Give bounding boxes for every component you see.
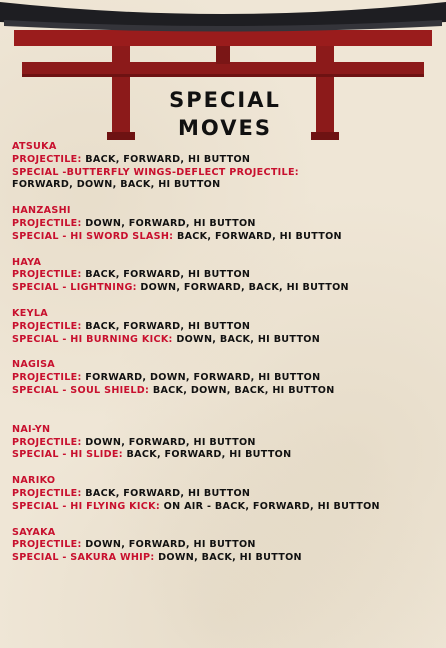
move-line bbox=[12, 218, 438, 231]
move-line bbox=[12, 334, 438, 347]
character-name: SAYAKA bbox=[12, 526, 56, 538]
move-line bbox=[12, 372, 438, 385]
move-input: BACK, FORWARD, HI BUTTON bbox=[173, 230, 342, 242]
character-block bbox=[12, 205, 438, 243]
move-label: PROJECTILE: bbox=[12, 217, 82, 229]
character-block bbox=[12, 308, 438, 346]
move-line bbox=[12, 269, 438, 282]
character-name: NAGISA bbox=[12, 359, 56, 371]
character-name: KEYLA bbox=[12, 307, 48, 319]
move-label: SPECIAL - SAKURA WHIP: bbox=[12, 552, 155, 564]
move-line bbox=[12, 385, 438, 398]
move-input: BACK, FORWARD, HI BUTTON bbox=[81, 153, 251, 165]
character-name: ATSUKA bbox=[12, 141, 57, 152]
move-label: PROJECTILE: bbox=[12, 539, 82, 551]
move-label: SPECIAL - HI FLYING KICK: bbox=[12, 500, 160, 512]
move-line bbox=[12, 321, 438, 334]
character-name: HAYA bbox=[12, 256, 42, 268]
move-input: ON AIR - BACK, FORWARD, HI BUTTON bbox=[160, 500, 380, 512]
move-line bbox=[12, 167, 438, 180]
character-block bbox=[12, 141, 438, 192]
move-line bbox=[12, 179, 438, 192]
move-line bbox=[12, 154, 438, 167]
character-block bbox=[12, 475, 438, 513]
move-line bbox=[12, 449, 438, 462]
move-label: PROJECTILE: bbox=[12, 320, 82, 332]
move-input: FORWARD, DOWN, FORWARD, HI BUTTON bbox=[81, 372, 321, 384]
move-input: DOWN, FORWARD, HI BUTTON bbox=[81, 539, 256, 551]
move-label: SPECIAL - HI SLIDE: bbox=[12, 449, 123, 461]
move-label: PROJECTILE: bbox=[12, 153, 82, 165]
move-label: PROJECTILE: bbox=[12, 436, 82, 448]
torii-right-pillar bbox=[316, 40, 334, 140]
move-input: BACK, FORWARD, HI BUTTON bbox=[81, 487, 251, 499]
page-title bbox=[160, 86, 290, 142]
move-label: PROJECTILE: bbox=[12, 269, 82, 281]
move-line bbox=[12, 501, 438, 514]
move-input: BACK, DOWN, BACK, HI BUTTON bbox=[149, 384, 335, 396]
torii-lower-beam bbox=[22, 62, 424, 76]
move-input: DOWN, BACK, HI BUTTON bbox=[154, 552, 302, 564]
move-label: SPECIAL - HI SWORD SLASH: bbox=[12, 230, 174, 242]
move-input: BACK, FORWARD, HI BUTTON bbox=[81, 320, 251, 332]
move-label: PROJECTILE: bbox=[12, 372, 82, 384]
move-input: BACK, FORWARD, HI BUTTON bbox=[122, 449, 292, 461]
torii-upper-beam bbox=[14, 30, 432, 46]
move-label: PROJECTILE: bbox=[12, 487, 82, 499]
move-input: FORWARD, DOWN, BACK, HI BUTTON bbox=[12, 179, 221, 191]
character-block bbox=[12, 359, 438, 397]
character-block bbox=[12, 424, 438, 462]
special-moves-list bbox=[12, 141, 438, 578]
character-block bbox=[12, 527, 438, 565]
character-name: NAI-YN bbox=[12, 423, 51, 435]
move-label: SPECIAL -BUTTERFLY WINGS-DEFLECT PROJECTILE: bbox=[12, 166, 299, 178]
character-name: HANZASHI bbox=[12, 205, 71, 217]
move-line bbox=[12, 552, 438, 565]
character-name: NARIKO bbox=[12, 475, 56, 487]
move-label: SPECIAL - HI BURNING KICK: bbox=[12, 333, 173, 345]
torii-left-pillar bbox=[112, 40, 130, 140]
move-input: DOWN, FORWARD, HI BUTTON bbox=[81, 217, 256, 229]
move-label: SPECIAL - SOUL SHIELD: bbox=[12, 384, 150, 396]
move-input: DOWN, FORWARD, HI BUTTON bbox=[81, 436, 256, 448]
move-line bbox=[12, 231, 438, 244]
move-input: DOWN, BACK, HI BUTTON bbox=[172, 333, 321, 345]
title-line-2: MOVES bbox=[178, 116, 272, 140]
move-line bbox=[12, 437, 438, 450]
character-block bbox=[12, 257, 438, 295]
move-input: BACK, FORWARD, HI BUTTON bbox=[81, 269, 251, 281]
move-label: SPECIAL - LIGHTNING: bbox=[12, 282, 137, 294]
move-line bbox=[12, 488, 438, 501]
move-line bbox=[12, 282, 438, 295]
title-line-1: SPECIAL bbox=[169, 88, 281, 112]
move-line bbox=[12, 539, 438, 552]
move-input: DOWN, FORWARD, BACK, HI BUTTON bbox=[136, 282, 349, 294]
